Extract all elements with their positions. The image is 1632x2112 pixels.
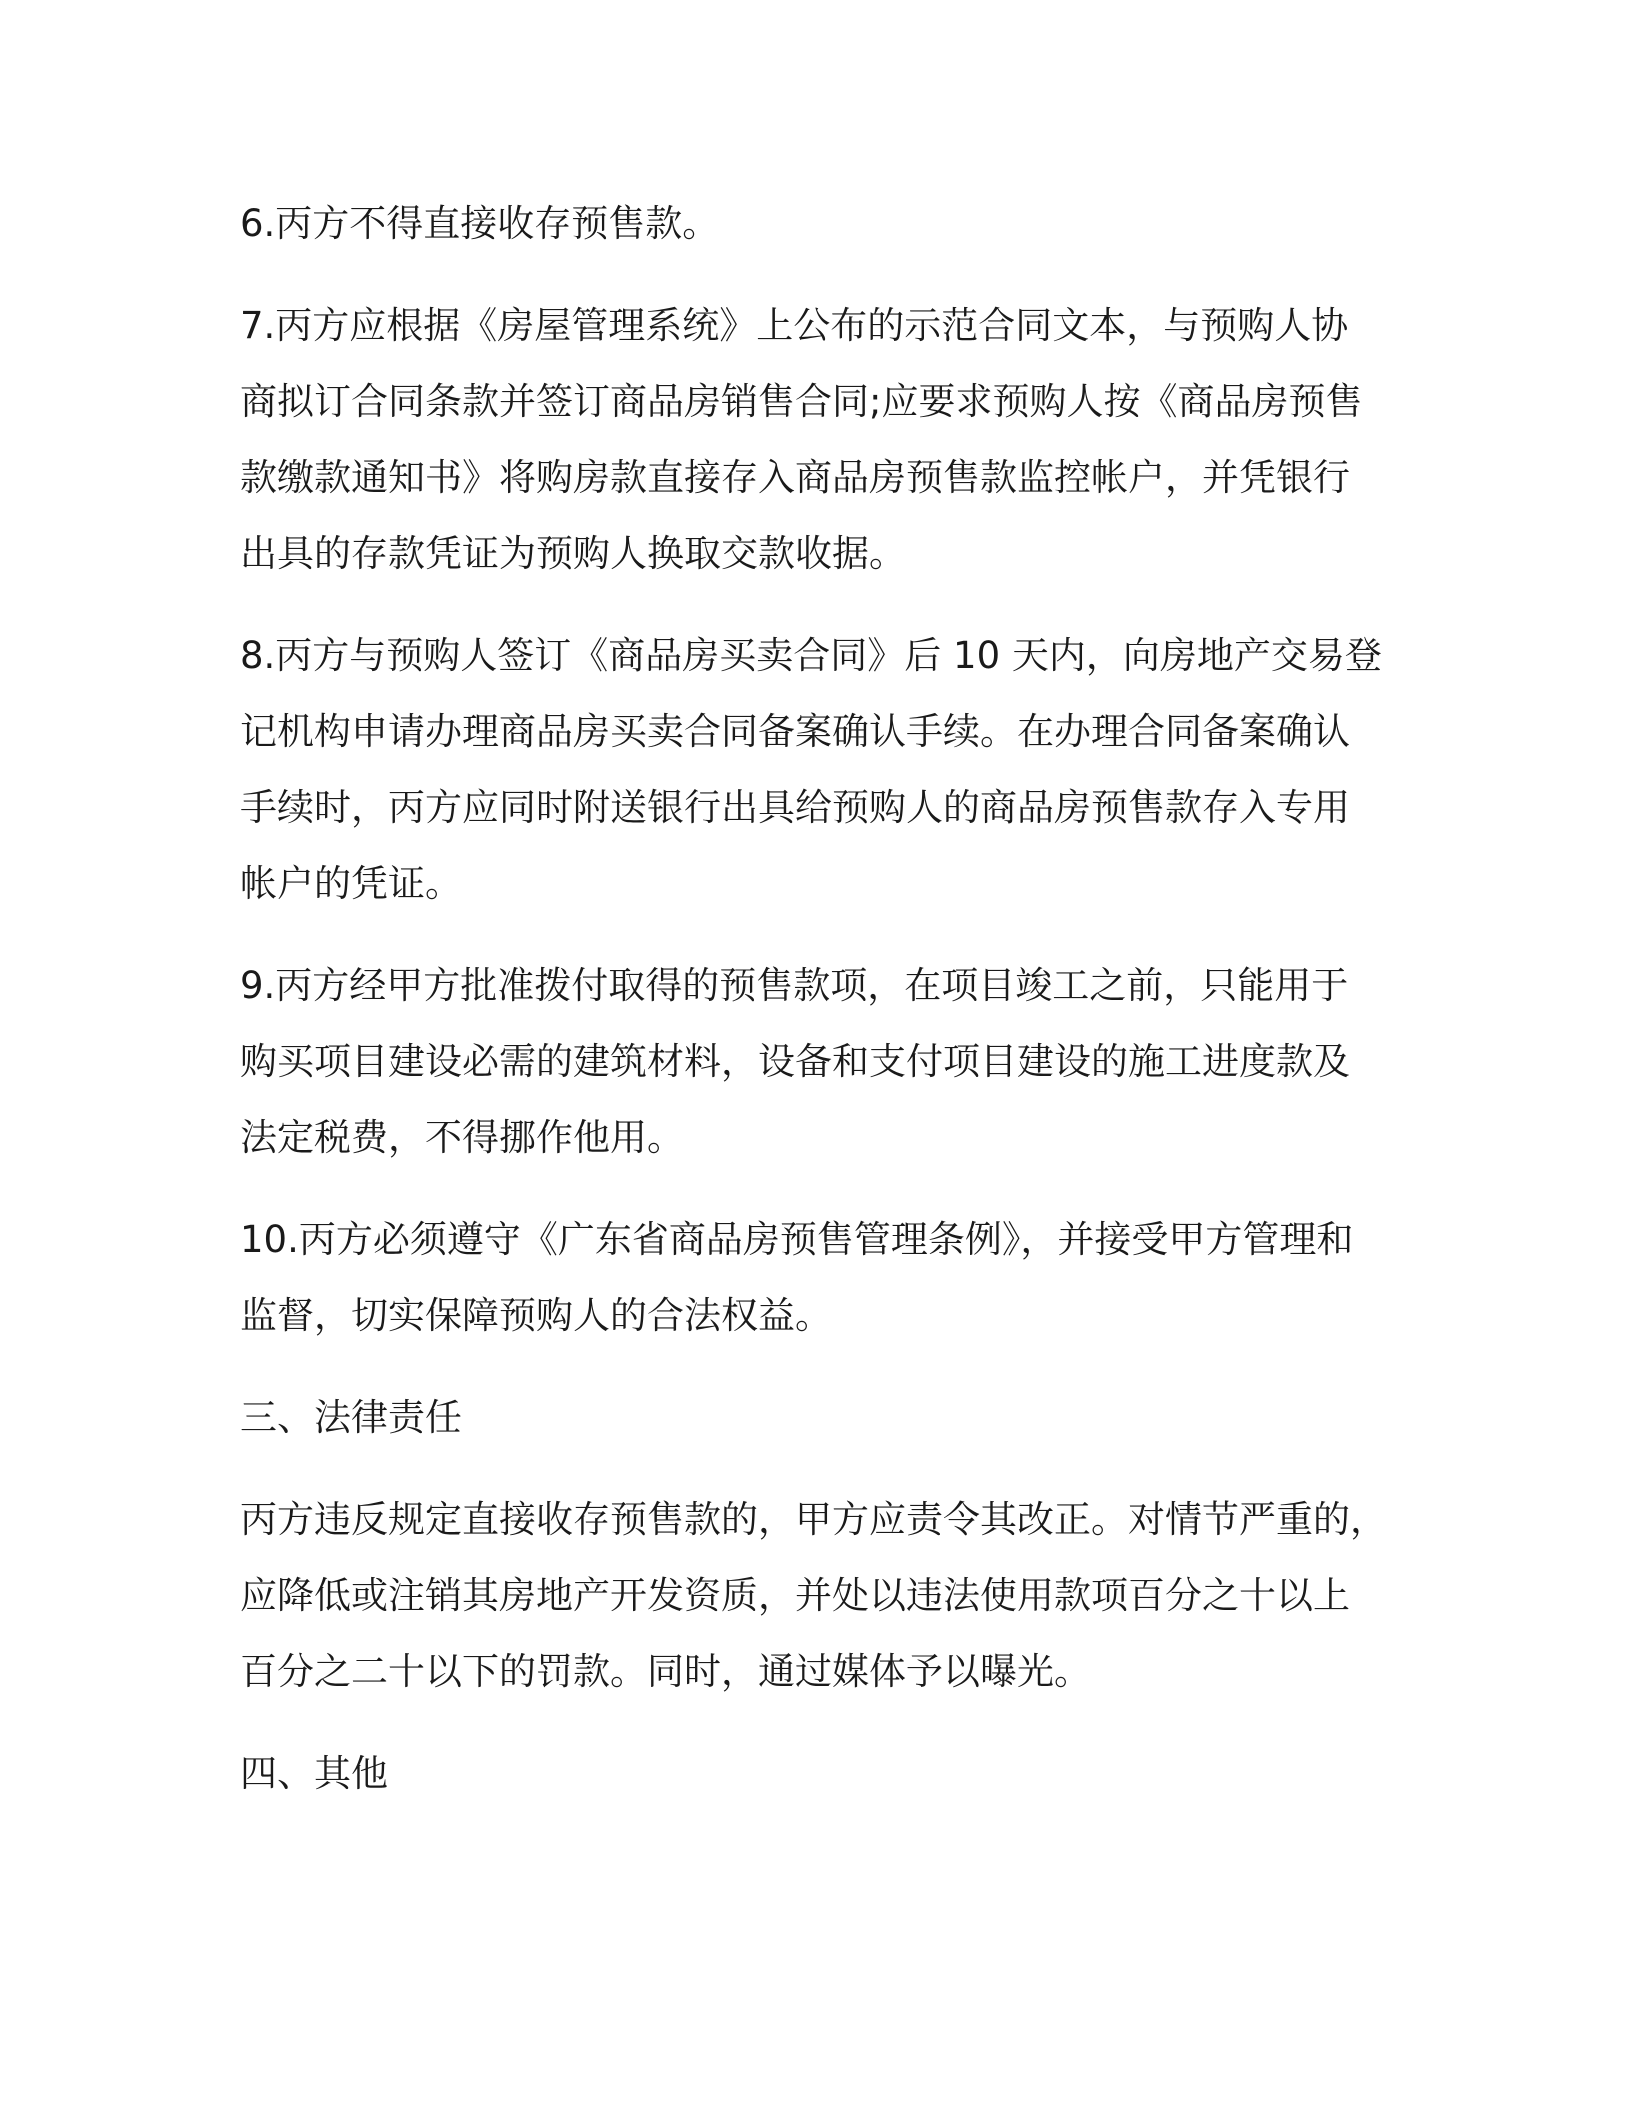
text-line: 商拟订合同条款并签订商品房销售合同;应要求预购人按《商品房预售	[240, 380, 1363, 423]
clause-8	[240, 618, 1400, 922]
text-line: 8.丙方与预购人签订《商品房买卖合同》后 10 天内，向房地产交易登	[240, 634, 1382, 677]
text-line: 购买项目建设必需的建筑材料，设备和支付项目建设的施工进度款及	[240, 1040, 1350, 1083]
text-line: 应降低或注销其房地产开发资质，并处以违法使用款项百分之十以上	[240, 1574, 1350, 1617]
text-line: 百分之二十以下的罚款。同时，通过媒体予以曝光。	[240, 1650, 1091, 1693]
clause-7	[240, 288, 1400, 592]
text-line: 手续时，丙方应同时附送银行出具给预购人的商品房预售款存入专用	[240, 786, 1350, 829]
heading-text: 三、法律责任	[240, 1396, 462, 1439]
text-line: 记机构申请办理商品房买卖合同备案确认手续。在办理合同备案确认	[240, 710, 1350, 753]
text-line: 出具的存款凭证为预购人换取交款收据。	[240, 532, 906, 575]
text-line: 9.丙方经甲方批准拨付取得的预售款项，在项目竣工之前，只能用于	[240, 964, 1349, 1007]
clause-9	[240, 948, 1400, 1176]
text-line: 款缴款通知书》将购房款直接存入商品房预售款监控帐户，并凭银行	[240, 456, 1350, 499]
text-line: 6.丙方不得直接收存预售款。	[240, 202, 720, 245]
text-line: 监督，切实保障预购人的合法权益。	[240, 1294, 832, 1337]
text-line: 帐户的凭证。	[240, 862, 462, 905]
liability-paragraph	[240, 1482, 1400, 1710]
text-line: 法定税费，不得挪作他用。	[240, 1116, 684, 1159]
heading-text: 四、其他	[240, 1752, 388, 1795]
text-line: 丙方违反规定直接收存预售款的，甲方应责令其改正。对情节严重的，	[240, 1498, 1387, 1541]
clause-6	[240, 186, 1400, 262]
document-body	[240, 186, 1400, 1838]
section-heading-other	[240, 1736, 1400, 1812]
clause-10	[240, 1202, 1400, 1354]
text-line: 10.丙方必须遵守《广东省商品房预售管理条例》，并接受甲方管理和	[240, 1218, 1354, 1261]
text-line: 7.丙方应根据《房屋管理系统》上公布的示范合同文本，与预购人协	[240, 304, 1349, 347]
section-heading-legal-liability	[240, 1380, 1400, 1456]
